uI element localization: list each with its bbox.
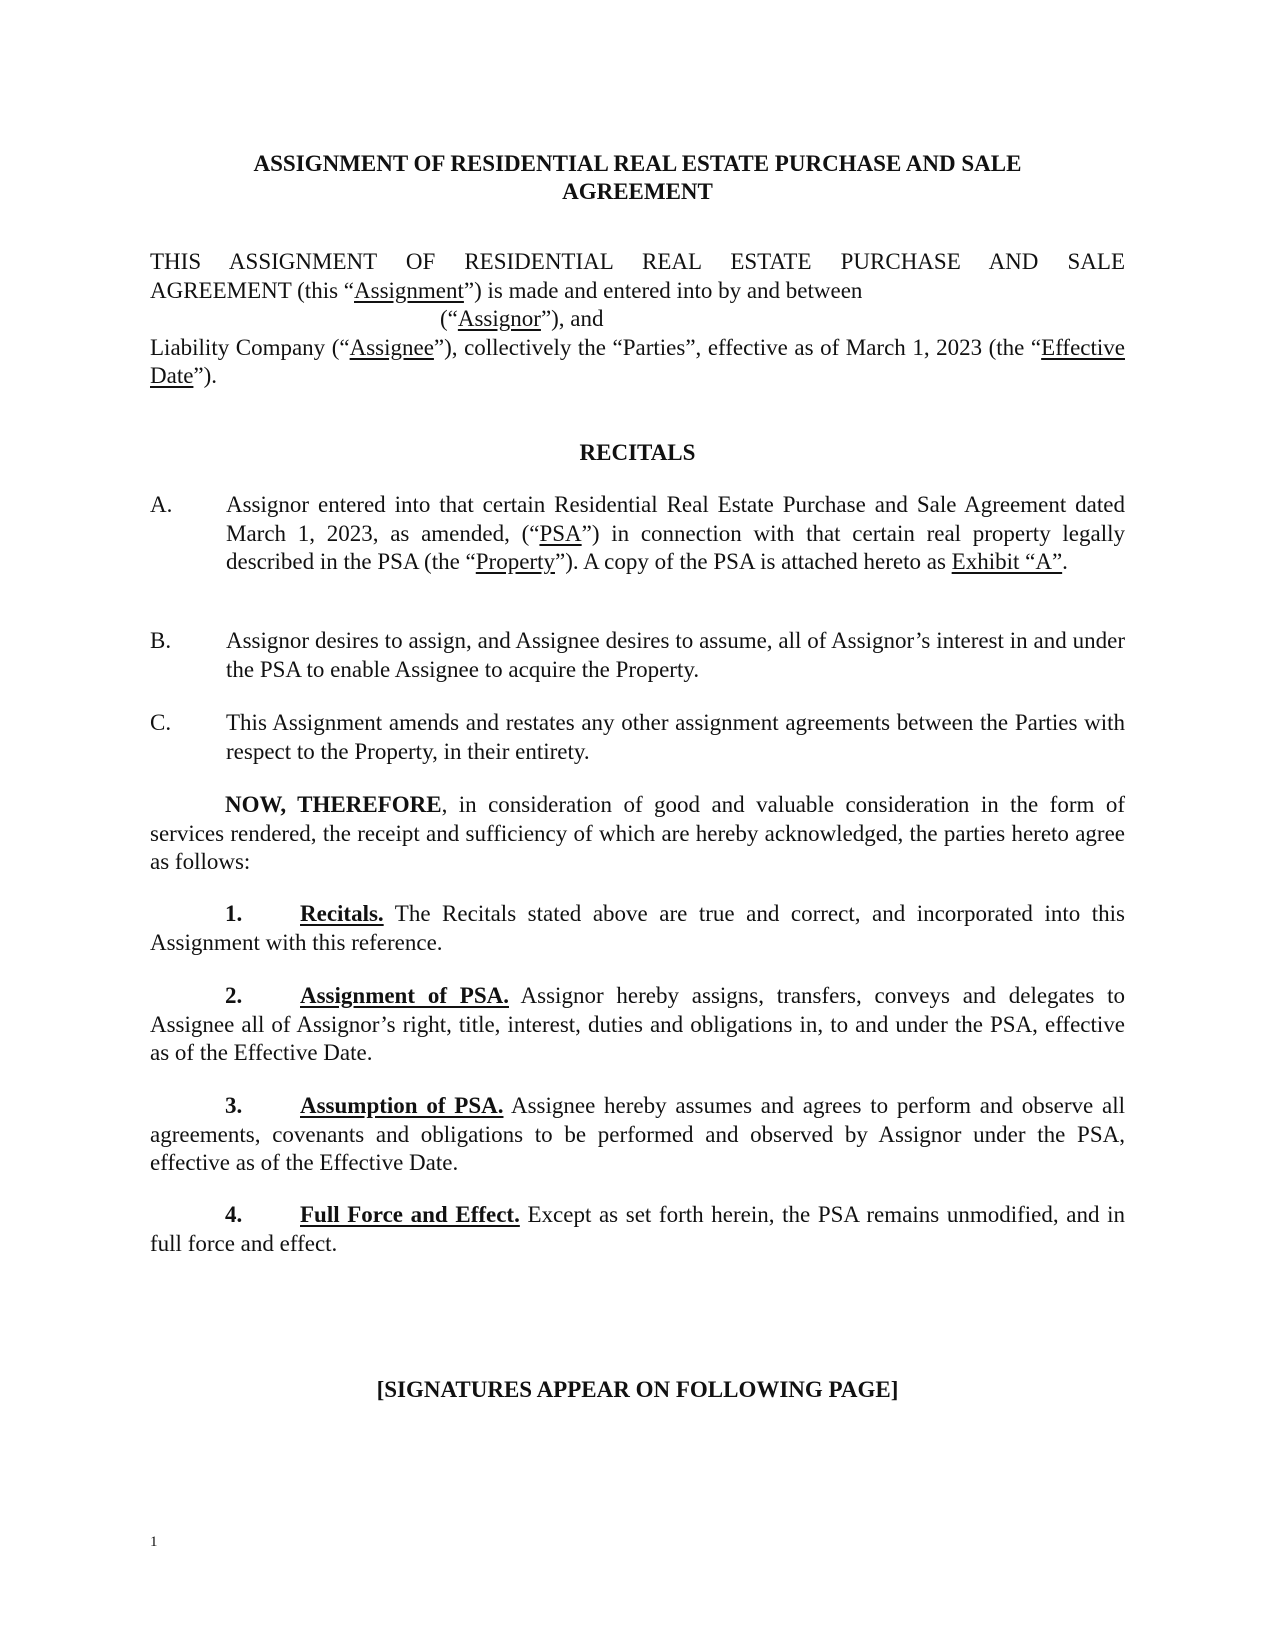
- section-heading: Full Force and Effect.: [300, 1202, 520, 1227]
- section-number: 1.: [225, 901, 243, 926]
- exhibit-a-term: Exhibit “A”: [951, 549, 1063, 574]
- section-2: 2. Assignment of PSA. Assignor hereby assigns, transfers, conveys and delegates to Assignee all of Assignor’s right, title, interest, duties and obligations in, to and under the PSA, effective as of the Effective Date.: [150, 983, 1125, 1065]
- section-number: 3.: [225, 1093, 243, 1118]
- intro-line-4: Liability Company (“Assignee”), collectively the “Parties”, effective as of March 1, 2023 (the “Effective Date”).: [150, 334, 1125, 388]
- recital-a: [150, 491, 1125, 577]
- signatures-note: [SIGNATURES APPEAR ON FOLLOWING PAGE]: [376, 1377, 899, 1402]
- title-line-1: ASSIGNMENT OF RESIDENTIAL REAL ESTATE PURCHASE AND SALE: [253, 151, 1022, 176]
- property-term: Property: [475, 549, 555, 574]
- recital-text: Assignor entered into that certain Residential Real Estate Purchase and Sale Agreement dated March 1, 2023, as amended, (“PSA”) in connection with that certain real property legally described in the PSA (the “Property”). A copy of the PSA is attached hereto as Exhibit “A”.: [226, 492, 1125, 574]
- now-therefore-paragraph: NOW, THEREFORE, in consideration of good and valuable consideration in the form of services rendered, the receipt and sufficiency of which are hereby acknowledged, the parties hereto agree as follows:: [150, 792, 1125, 874]
- intro-line-3: (“Assignor”), and: [440, 306, 604, 331]
- section-1: 1. Recitals. The Recitals stated above are true and correct, and incorporated into this Assignment with this reference.: [150, 901, 1125, 955]
- recitals-heading: RECITALS: [579, 440, 696, 465]
- section-heading: Assignment of PSA.: [300, 983, 509, 1008]
- recital-text: Assignor desires to assign, and Assignee desires to assume, all of Assignor’s interest in and under the PSA to enable Assignee to acquire the Property.: [226, 628, 1125, 682]
- assignee-term: Assignee: [349, 334, 434, 360]
- recital-letter: B.: [150, 628, 172, 653]
- page-number: 1: [150, 1534, 158, 1550]
- assignment-term: Assignment: [354, 277, 464, 303]
- section-4: 4. Full Force and Effect. Except as set forth herein, the PSA remains unmodified, and in full force and effect.: [150, 1202, 1125, 1256]
- section-number: 4.: [225, 1202, 243, 1227]
- recital-b: [150, 627, 1125, 684]
- recital-letter: A.: [150, 492, 173, 517]
- section-number: 2.: [225, 983, 243, 1008]
- section-heading: Assumption of PSA.: [300, 1093, 504, 1118]
- title-line-2: AGREEMENT: [562, 179, 713, 204]
- recital-text: This Assignment amends and restates any other assignment agreements between the Parties with respect to the Property, in their entirety.: [226, 710, 1125, 764]
- intro-paragraph: [150, 248, 1125, 391]
- now-therefore-bold: NOW, THEREFORE: [225, 792, 442, 817]
- section-heading: Recitals.: [300, 901, 384, 926]
- section-3: 3. Assumption of PSA. Assignee hereby assumes and agrees to perform and observe all agreements, covenants and obligations to be performed and observed by Assignor under the PSA, effective as of the Effective Date.: [150, 1093, 1125, 1175]
- effective-date-term: Effective Date: [150, 334, 1125, 388]
- intro-line-2: AGREEMENT (this “Assignment”) is made and entered into by and between: [150, 277, 863, 303]
- document-title: [150, 150, 1125, 206]
- recital-letter: C.: [150, 710, 172, 735]
- assignor-term: Assignor: [457, 306, 541, 331]
- intro-line-1: THIS ASSIGNMENT OF RESIDENTIAL REAL ESTATE PURCHASE AND SALE: [150, 249, 1125, 274]
- recital-c: [150, 709, 1125, 766]
- psa-term: PSA: [539, 520, 582, 546]
